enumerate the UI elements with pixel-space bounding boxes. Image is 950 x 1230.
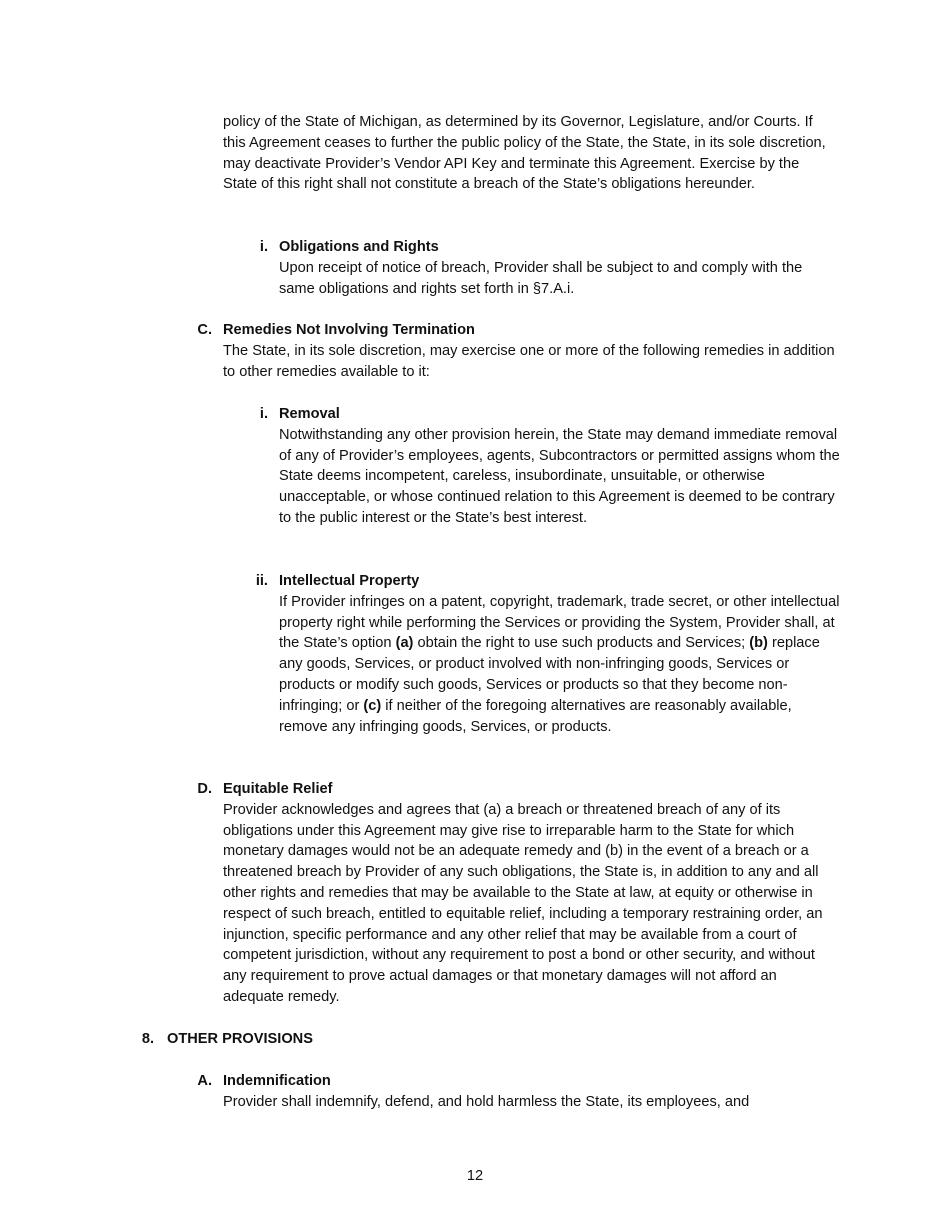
section-c-marker: C. <box>197 322 212 338</box>
page-number: 12 <box>466 1168 484 1184</box>
obligations-heading: Obligations and Rights <box>279 239 439 255</box>
section-d <box>223 779 829 1008</box>
removal-section <box>279 404 841 529</box>
removal-marker: i. <box>259 406 268 422</box>
ip-heading: Intellectual Property <box>279 573 420 589</box>
section-a-heading: Indemnification <box>223 1073 331 1089</box>
ip-section <box>279 571 841 737</box>
ip-body-part-3: replace any goods, Services, or product involved with non-infringing goods, Services or products or modify such goods, Services or products so that they become non-infringing; or <box>279 635 820 714</box>
ip-body-part-1: If Provider infringes on a patent, copyright, trademark, trade secret, or other intellectual property right while performing the Services or providing the System, Provider shall, at the State’s option <box>279 593 840 652</box>
ip-marker: ii. <box>255 573 268 589</box>
obligations-section <box>279 237 839 299</box>
ip-body <box>279 592 841 738</box>
obligations-body: Upon receipt of notice of breach, Provider shall be subject to and comply with the same obligations and rights set forth in §7.A.i. <box>279 259 803 297</box>
section-d-heading: Equitable Relief <box>223 781 333 797</box>
obligations-marker: i. <box>259 239 268 255</box>
section-a-marker: A. <box>197 1073 212 1089</box>
ip-body-part-4: if neither of the foregoing alternatives are reasonably available, remove any infringing goods, Services, or products. <box>279 697 792 735</box>
section-c-heading: Remedies Not Involving Termination <box>223 322 475 338</box>
intro-text: policy of the State of Michigan, as determined by its Governor, Legislature, and/or Courts. If this Agreement ceases to further the public policy of the State, the State, in its sole discretion, may deactivate Provider’s Vendor API Key and terminate this Agreement. Exercise by the State of this right shall not constitute a breach of the State’s obligations hereunder. <box>223 114 826 193</box>
intro-paragraph <box>223 112 837 195</box>
ip-body-part-2: obtain the right to use such products and Services; <box>413 635 750 652</box>
ip-option-b-label: (b) <box>749 635 768 652</box>
section-a <box>223 1071 835 1113</box>
removal-body: Notwithstanding any other provision herein, the State may demand immediate removal of any of Provider’s employees, agents, Subcontractors or permitted assigns whom the State deems incompetent, careless, insubordinate, unsuitable, or otherwise unacceptable, or whose continued relation to this Agreement is deemed to be contrary to the public interest or the State’s best interest. <box>279 426 840 526</box>
section-c <box>223 320 835 382</box>
removal-heading: Removal <box>279 406 340 422</box>
section-8-marker: 8. <box>141 1031 154 1047</box>
section-c-body: The State, in its sole discretion, may exercise one or more of the following remedies in addition to other remedies available to it: <box>223 342 835 380</box>
section-a-body: Provider shall indemnify, defend, and hold harmless the State, its employees, and <box>223 1093 750 1110</box>
section-d-marker: D. <box>197 781 212 797</box>
section-8-heading: OTHER PROVISIONS <box>167 1031 313 1047</box>
ip-option-c-label: (c) <box>363 697 382 714</box>
ip-option-a-label: (a) <box>395 635 414 652</box>
section-d-body: Provider acknowledges and agrees that (a) a breach or threatened breach of any of its obligations under this Agreement may give rise to irreparable harm to the State for which monetary damages would not be an adequate remedy and (b) in the event of a breach or a threatened breach by Provider of any such obligations, the State is, in addition to any and all other rights and remedies that may be available to the State at law, at equity or otherwise in respect of such breach, entitled to equitable relief, including a temporary restraining order, an injunction, specific performance and any other relief that may be available from a court of competent jurisdiction, without any requirement to post a bond or other security, and without any requirement to prove actual damages or that monetary damages will not afford an adequate remedy. <box>223 801 823 1005</box>
section-8 <box>167 1029 667 1050</box>
